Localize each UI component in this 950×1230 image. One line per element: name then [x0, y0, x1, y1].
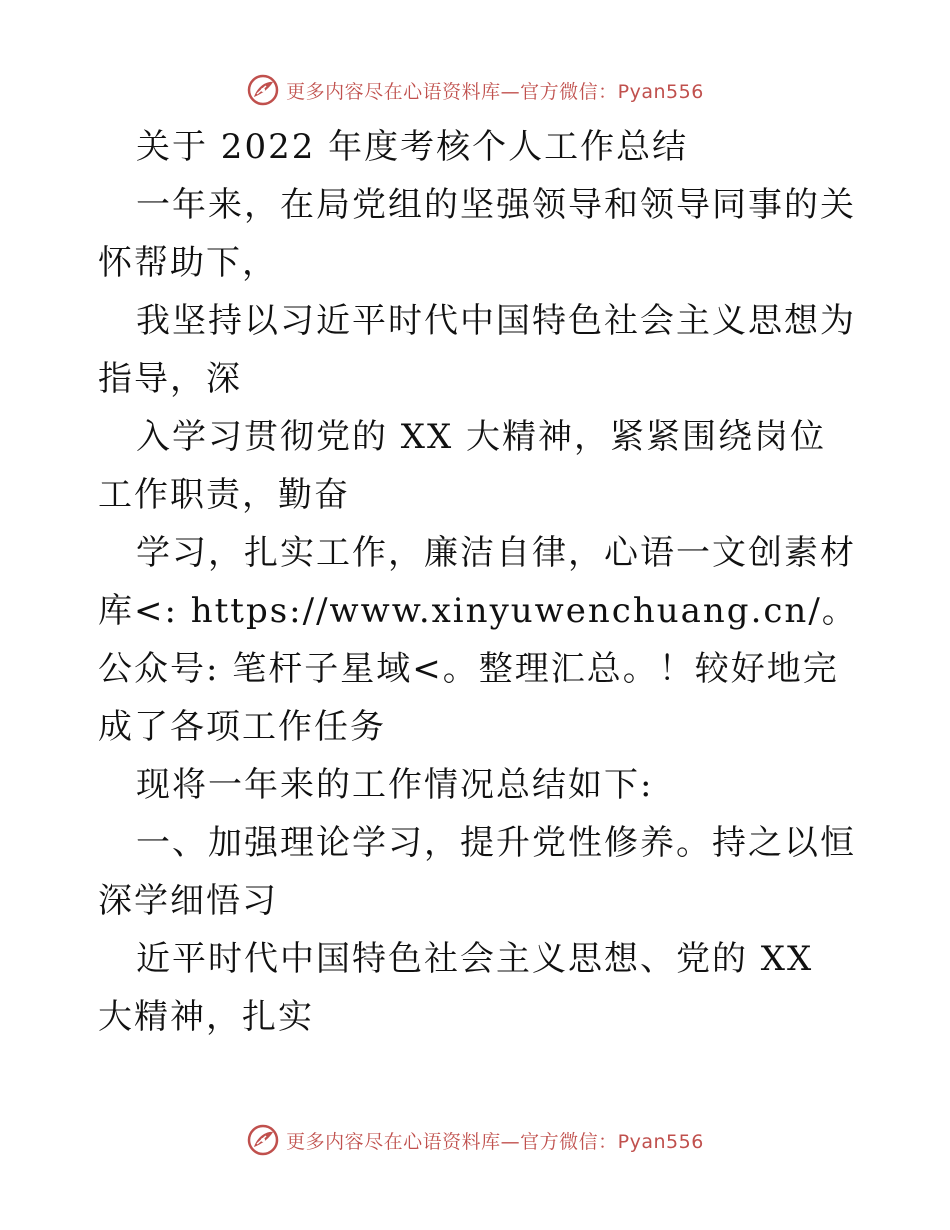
watermark-text: 更多内容尽在心语资料库—官方微信：Pyan556 [286, 80, 704, 103]
paragraph: 一、加强理论学习，提升党性修养。持之以恒深学细悟习 [98, 823, 856, 921]
footer-watermark [0, 1120, 950, 1160]
paragraph: 近平时代中国特色社会主义思想、党的 XX 大精神，扎实 [98, 939, 814, 1037]
pen-nib-logo-icon [246, 73, 280, 107]
header-watermark [0, 70, 950, 110]
paragraph: 学习，扎实工作，廉洁自律，心语一文创素材库<: https://www.xinyuwenchuang.cn/。公众号: 笔杆子星域<。整理汇总。！较好地完成了各项工作任务 [98, 533, 858, 747]
paragraph: 现将一年来的工作情况总结如下: [136, 765, 654, 805]
paragraph: 我坚持以习近平时代中国特色社会主义思想为指导，深 [98, 301, 856, 399]
document-title: 关于 2022 年度考核个人工作总结 [136, 127, 689, 167]
paragraph: 一年来，在局党组的坚强领导和领导同事的关怀帮助下， [98, 185, 856, 283]
document-body [98, 118, 858, 1046]
pen-nib-logo-icon [246, 1123, 280, 1157]
watermark-text: 更多内容尽在心语资料库—官方微信：Pyan556 [286, 1130, 704, 1153]
paragraph: 入学习贯彻党的 XX 大精神，紧紧围绕岗位工作职责，勤奋 [98, 417, 827, 515]
